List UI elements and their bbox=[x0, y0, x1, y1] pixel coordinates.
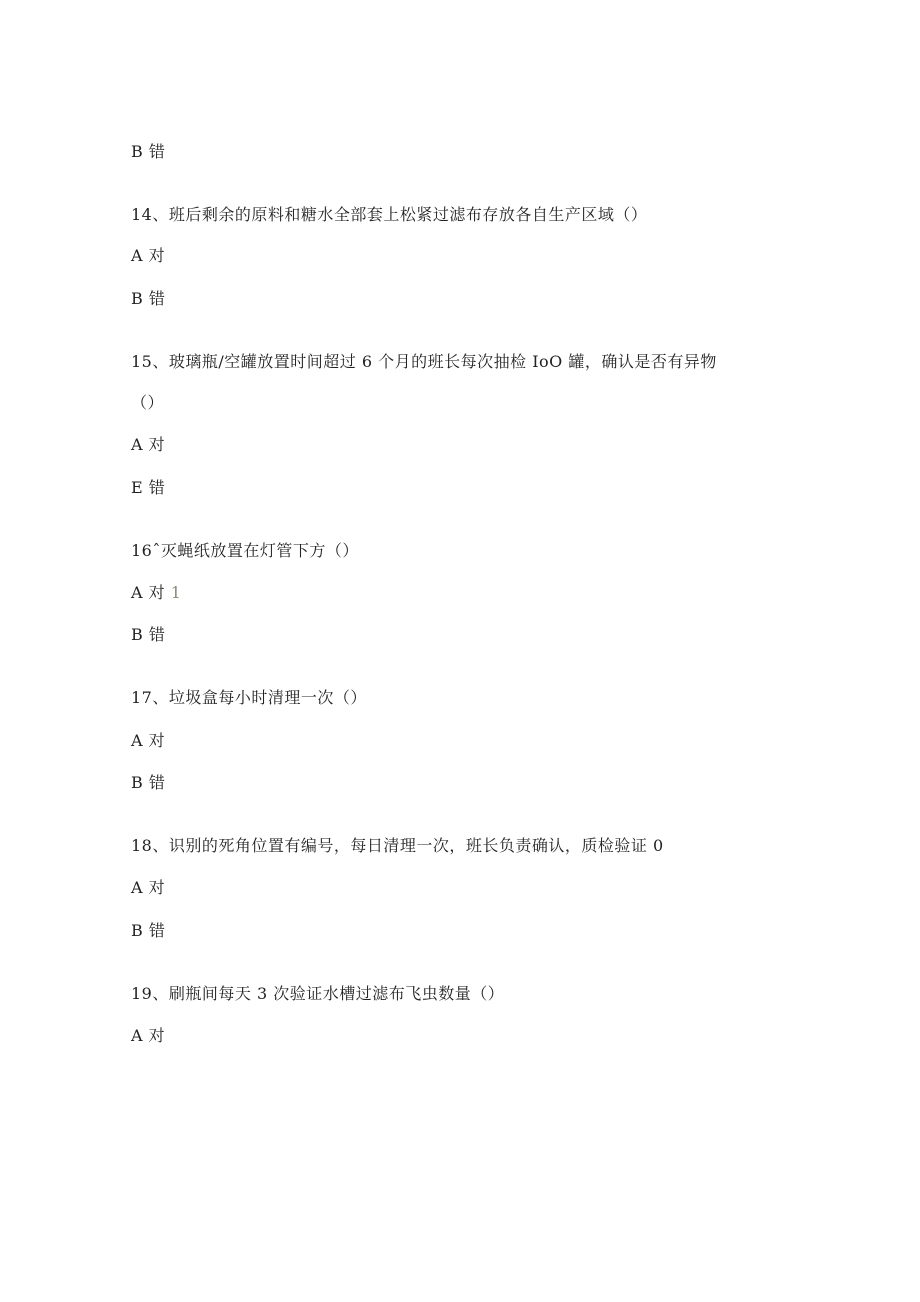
question-14: 14、班后剩余的原料和糖水全部套上松紧过滤布存放各自生产区域（） bbox=[131, 205, 648, 224]
option-a-q17: A 对 bbox=[131, 731, 166, 750]
question-15-continued: （） bbox=[131, 393, 165, 412]
option-b-q17: B 错 bbox=[131, 773, 166, 792]
stray-mark: 1 bbox=[170, 583, 182, 602]
question-18: 18、识别的死角位置有编号，每日清理一次，班长负责确认，质检验证 0 bbox=[131, 836, 664, 855]
option-b-q14: B 错 bbox=[131, 289, 166, 308]
option-a-q19: A 对 bbox=[131, 1026, 166, 1045]
option-b-q18: B 错 bbox=[131, 921, 166, 940]
question-15: 15、玻璃瓶/空罐放置时间超过 6 个月的班长每次抽检 IoO 罐，确认是否有异物 bbox=[131, 352, 717, 371]
option-a-q18: A 对 bbox=[131, 878, 166, 897]
question-19: 19、刷瓶间每天 3 次验证水槽过滤布飞虫数量（） bbox=[131, 984, 505, 1003]
option-a-q14: A 对 bbox=[131, 246, 166, 265]
option-a-q15: A 对 bbox=[131, 435, 166, 454]
option-a-q16 bbox=[131, 583, 181, 603]
question-16: 16ˆ灭蝇纸放置在灯管下方（） bbox=[131, 541, 359, 560]
option-b-q16: B 错 bbox=[131, 625, 166, 644]
option-b-q13: B 错 bbox=[131, 142, 166, 161]
question-17: 17、垃圾盒每小时清理一次（） bbox=[131, 688, 367, 707]
option-b-q15: E 错 bbox=[131, 478, 166, 497]
option-a-q16-label: A 对 bbox=[131, 583, 166, 602]
